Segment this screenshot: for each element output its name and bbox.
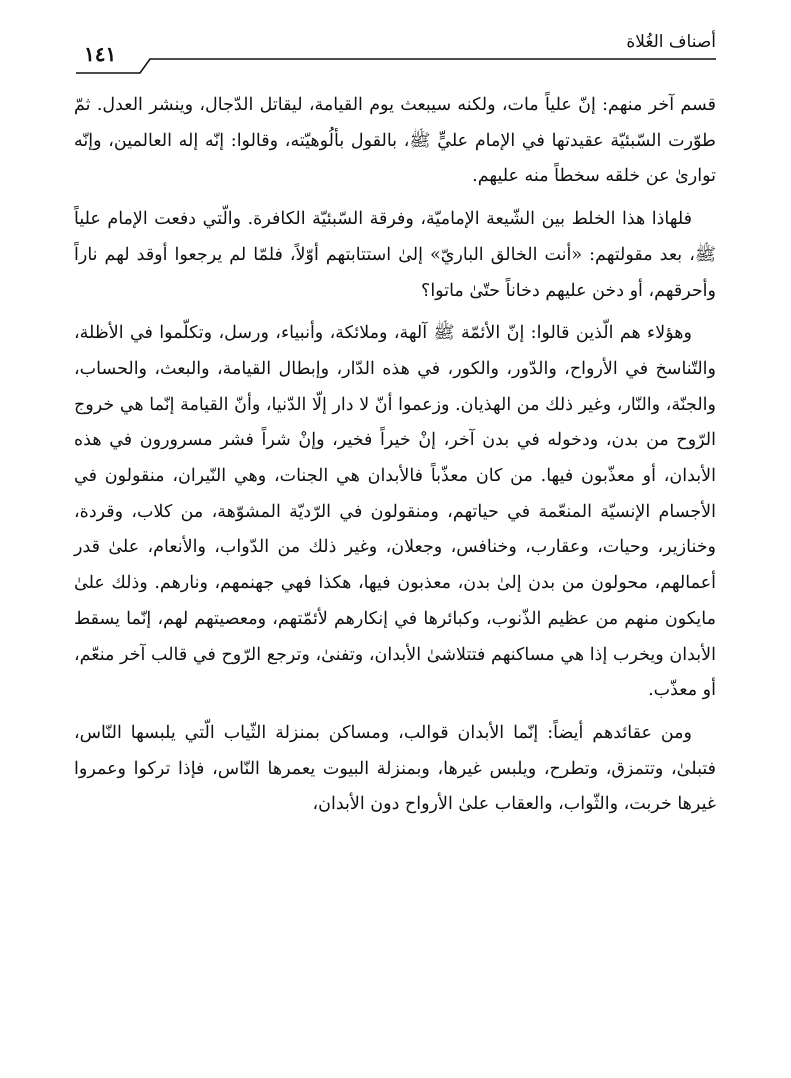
paragraph-3: وهؤلاء هم الّذين قالوا: إنّ الأئمّة ﷺ آلهة، وملائكة، وأنبياء، ورسل، وتكلّموا في الأظلة، والتّناسخ في الأرواح، والدّور، والكور، في هذه الدّار، وإبطال القيامة، والبعث، والحساب، والجنّة، والنّار، وغير ذلك من الهذيان. وزعموا أنّ لا دار إلّا الدّنيا، وأنّ القيامة إنّما هي خروج الرّوح من بدن، ودخوله في بدن آخر، إنْ خيراً فخير، وإنْ شراً فشر مسرورون في هذه الأبدان، أو معذّبون فيها. من كان معذّباً فالأبدان هي الجنات، وهي النّيران، منقولون في الأجسام الإنسيّة المنعّمة في حياتهم، ومنقولون في الرّديّة المشوّهة، من كلاب، وقردة، وخنازير، وحيات، وعقارب، وخنافس، وجعلان، وغير ذلك من الدّواب، والأنعام، علىٰ قدر أعمالهم، محولون من بدن إلىٰ بدن، معذبون فيها، هكذا فهي جهنمهم، ونارهم. وذلك علىٰ مايكون منهم من عظيم الذّنوب، وكبائرها في إنكارهم لأئمّتهم، ومعصيتهم لهم، إنّما يسقط الأبدان ويخرب إذا هي مساكنهم فتتلاشىٰ الأبدان، وتفنىٰ، وترجع الرّوح في قالب آخر منعّم، أو معذّب. <box>74 323 716 701</box>
paragraph-4: ومن عقائدهم أيضاً: إنّما الأبدان قوالب، ومساكن بمنزلة الثّياب الّتي يلبسها النّاس، فتبلىٰ، وتتمزق، وتطرح، ويلبس غيرها، وبمنزلة البيوت يعمرها النّاس، فإذا تركوا وعمروا غيرها خربت، والثّواب، والعقاب علىٰ الأرواح دون الأبدان، <box>74 722 716 815</box>
paragraph-2: فلهاذا هذا الخلط بين الشّيعة الإماميّة، وفرقة السّبئيّة الكافرة. والّتي دفعت الإمام علياً ﷺ، بعد مقولتهم: «أنت الخالق الباريّ» إلىٰ استتابتهم أوّلاً، فلمّا لم يرجعوا أوقد لهم ناراً وأحرقهم، أو دخن عليهم دخاناً حتّىٰ ماتوا؟ <box>74 209 716 301</box>
page-header <box>76 28 716 72</box>
page-number: ١٤١ <box>84 42 117 66</box>
body-text <box>74 88 716 823</box>
running-title: أصناف الغُلاة <box>626 32 716 52</box>
header-rule <box>76 58 716 74</box>
paragraph-1: قسم آخر منهم: إنّ علياً مات، ولكنه سيبعث يوم القيامة، ليقاتل الدّجال، وينشر العدل. ثمّ طوّرت السّبئيّة عقيدتها في الإمام عليٍّ ﷺ، بالقول بألُوهيّته، وقالوا: إنّه إله العالمين، وإنّه توارىٰ عن خلقه سخطاً منه عليهم. <box>74 95 716 187</box>
